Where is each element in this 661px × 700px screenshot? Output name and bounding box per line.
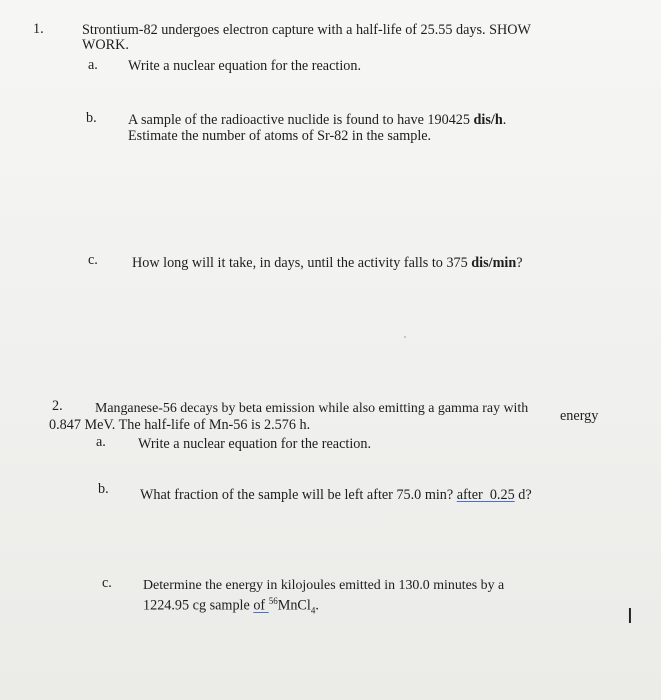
q1-number: 1. xyxy=(33,21,44,37)
q2a-text: Write a nuclear equation for the reaction. xyxy=(138,436,372,452)
q2c-line2 xyxy=(143,593,319,619)
q1b-label: b. xyxy=(86,110,97,126)
q1c-text-pre: How long will it take, in days, until the activity falls to 375 xyxy=(132,255,472,271)
q2-stem-line1: Manganese-56 decays by beta emission while also emitting a gamma ray with xyxy=(95,401,529,416)
q2a-label: a. xyxy=(96,434,106,450)
q2b-underlined: after 0.25 xyxy=(456,487,515,503)
q1b-text-post: . xyxy=(502,112,507,128)
q1b-text-pre: A sample of the radioactive nuclide is found to have 190425 xyxy=(128,112,474,128)
q1c-label: c. xyxy=(88,252,98,268)
q2c-label: c. xyxy=(102,575,112,591)
text-cursor-icon: I xyxy=(627,604,633,628)
q2c-subscript: 4 xyxy=(310,605,316,616)
speck xyxy=(404,336,406,338)
q1-stem-line2: WORK. xyxy=(82,37,129,53)
q2c-line2-pre: 1224.95 cg sample xyxy=(143,597,254,614)
q2c-superscript: 56 xyxy=(268,596,278,606)
q2b-text-post: d? xyxy=(514,487,532,503)
q1a-text: Write a nuclear equation for the reaction. xyxy=(128,58,362,74)
q1b-text-line1 xyxy=(128,112,506,128)
q1b-unit: dis/h xyxy=(473,112,503,128)
q2-stem-trailing: energy xyxy=(560,408,599,424)
q1c-text xyxy=(132,255,523,271)
q2-number: 2. xyxy=(52,398,63,414)
q2c-line2-post: . xyxy=(315,597,319,614)
q2b-text-pre: What fraction of the sample will be left after 75.0 min? xyxy=(140,487,457,503)
q1-stem-line1: Strontium-82 undergoes electron capture with a half-life of 25.55 days. SHOW xyxy=(82,22,531,38)
q2b-label: b. xyxy=(98,481,109,497)
q2c-compound: MnCl xyxy=(277,597,311,614)
q2c-line1: Determine the energy in kilojoules emitted in 130.0 minutes by a xyxy=(143,578,505,593)
q1a-label: a. xyxy=(88,57,98,73)
q2b-text xyxy=(140,487,532,503)
q1c-unit: dis/min xyxy=(471,255,517,271)
q1b-text-line2: Estimate the number of atoms of Sr-82 in the sample. xyxy=(128,128,432,144)
q2c-underlined: of xyxy=(253,597,269,614)
q2-stem-line2: 0.847 MeV. The half-life of Mn-56 is 2.576 h. xyxy=(49,417,311,433)
q1c-text-post: ? xyxy=(516,255,523,271)
